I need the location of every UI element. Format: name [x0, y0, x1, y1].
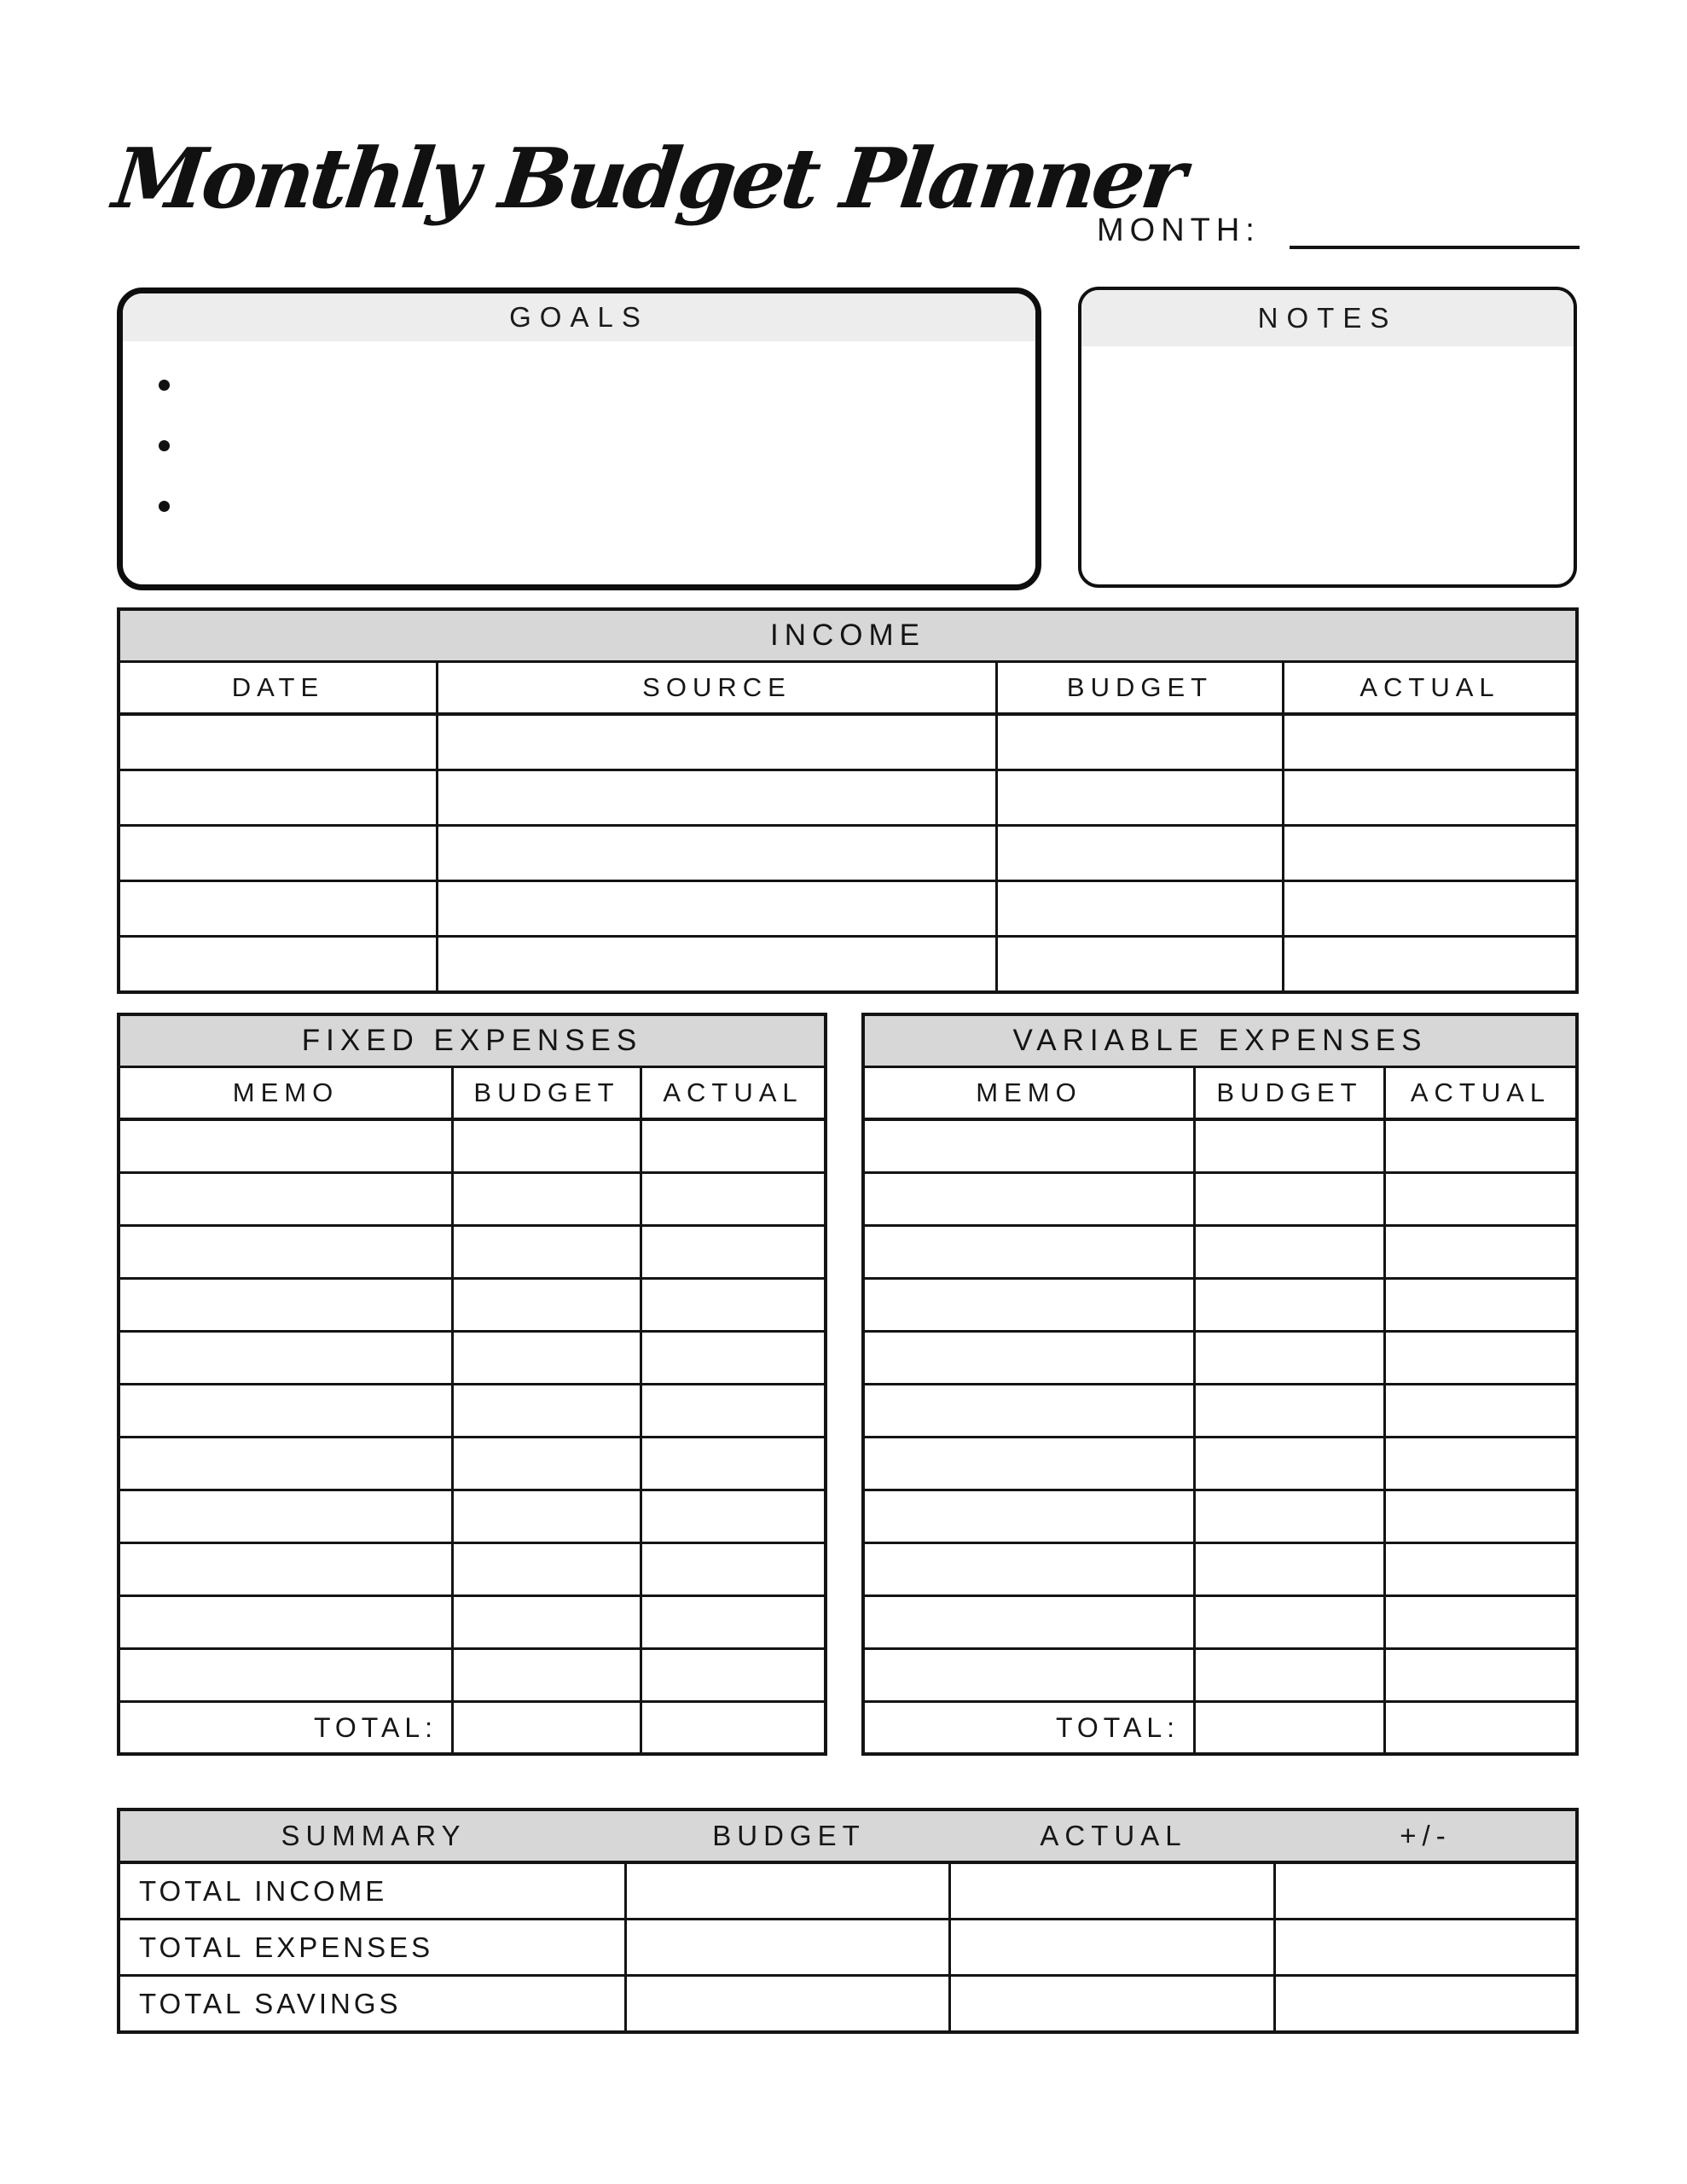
empty-fill-cell[interactable]	[865, 1280, 1196, 1330]
fixed-col-actual: ACTUAL	[663, 1077, 803, 1107]
page-title: Monthly Budget Planner	[108, 130, 1188, 227]
income-table	[117, 607, 1579, 994]
summary-expenses-plusminus-cell[interactable]	[1276, 1920, 1575, 1974]
variable-expenses-rows	[865, 1121, 1575, 1703]
empty-fill-cell[interactable]	[1284, 938, 1575, 990]
empty-fill-cell[interactable]	[1386, 1121, 1575, 1171]
empty-fill-cell[interactable]	[120, 1491, 454, 1542]
goal-write-area[interactable]	[170, 379, 1010, 391]
table-row	[865, 1650, 1575, 1703]
empty-fill-cell[interactable]	[865, 1121, 1196, 1171]
empty-fill-cell[interactable]	[120, 1597, 454, 1647]
bullet-icon	[159, 501, 170, 512]
summary-col-plusminus: +/-	[1400, 1820, 1452, 1851]
empty-fill-cell[interactable]	[1196, 1280, 1386, 1330]
table-row	[865, 1438, 1575, 1491]
empty-fill-cell[interactable]	[1386, 1650, 1575, 1700]
fixed-total-budget-cell[interactable]	[454, 1703, 642, 1752]
month-label: MONTH:	[1097, 212, 1261, 248]
summary-expenses-actual-cell[interactable]	[951, 1920, 1276, 1974]
table-row	[120, 882, 1575, 938]
empty-fill-cell[interactable]	[1386, 1385, 1575, 1436]
variable-total-budget-cell[interactable]	[1196, 1703, 1386, 1752]
empty-fill-cell[interactable]	[120, 1438, 454, 1489]
summary-income-actual-cell[interactable]	[951, 1864, 1276, 1918]
empty-fill-cell[interactable]	[1386, 1491, 1575, 1542]
fixed-total-actual-cell[interactable]	[642, 1703, 824, 1752]
empty-fill-cell[interactable]	[865, 1174, 1196, 1224]
empty-fill-cell[interactable]	[1284, 716, 1575, 769]
summary-savings-actual-cell[interactable]	[951, 1977, 1276, 2030]
empty-fill-cell[interactable]	[438, 771, 998, 824]
summary-income-budget-cell[interactable]	[627, 1864, 951, 1918]
empty-fill-cell[interactable]	[454, 1491, 642, 1542]
fixed-col-memo: MEMO	[120, 1068, 454, 1118]
fixed-expenses-header: FIXED EXPENSES	[120, 1016, 824, 1068]
table-row	[120, 1491, 824, 1544]
empty-fill-cell[interactable]	[642, 1333, 824, 1383]
empty-fill-cell[interactable]	[998, 771, 1284, 824]
table-row	[865, 1121, 1575, 1174]
table-row	[120, 1227, 824, 1280]
empty-fill-cell[interactable]	[454, 1385, 642, 1436]
summary-col-actual: ACTUAL	[1040, 1820, 1187, 1851]
empty-fill-cell[interactable]	[120, 1650, 454, 1700]
empty-fill-cell[interactable]	[865, 1438, 1196, 1489]
fixed-expenses-total-row	[120, 1703, 824, 1752]
table-row	[120, 716, 1575, 771]
goal-write-area[interactable]	[170, 439, 1010, 451]
empty-fill-cell[interactable]	[1386, 1438, 1575, 1489]
empty-fill-cell[interactable]	[642, 1544, 824, 1594]
notes-write-area[interactable]	[1081, 346, 1574, 581]
empty-fill-cell[interactable]	[120, 1227, 454, 1277]
table-row	[120, 1174, 824, 1227]
empty-fill-cell[interactable]	[454, 1438, 642, 1489]
income-col-source: SOURCE	[438, 663, 998, 712]
bullet-icon	[159, 440, 170, 451]
goal-item[interactable]	[159, 500, 1010, 512]
goals-panel	[117, 288, 1041, 590]
summary-row-total-expenses	[120, 1920, 1575, 1977]
empty-fill-cell[interactable]	[1196, 1597, 1386, 1647]
summary-table	[117, 1808, 1579, 2034]
empty-fill-cell[interactable]	[865, 1385, 1196, 1436]
fixed-expenses-rows	[120, 1121, 824, 1703]
goals-header: GOALS	[123, 293, 1035, 341]
empty-fill-cell[interactable]	[438, 827, 998, 880]
variable-col-budget: BUDGET	[1196, 1068, 1386, 1118]
summary-col-summary: SUMMARY	[281, 1820, 467, 1851]
empty-fill-cell[interactable]	[1386, 1227, 1575, 1277]
empty-fill-cell[interactable]	[865, 1544, 1196, 1594]
empty-fill-cell[interactable]	[454, 1121, 642, 1171]
empty-fill-cell[interactable]	[865, 1650, 1196, 1700]
empty-fill-cell[interactable]	[120, 1280, 454, 1330]
empty-fill-cell[interactable]	[642, 1385, 824, 1436]
empty-fill-cell[interactable]	[438, 938, 998, 990]
month-field	[1097, 210, 1580, 249]
empty-fill-cell[interactable]	[1196, 1438, 1386, 1489]
empty-fill-cell[interactable]	[454, 1333, 642, 1383]
empty-fill-cell[interactable]	[1196, 1544, 1386, 1594]
empty-fill-cell[interactable]	[865, 1597, 1196, 1647]
month-fill-line[interactable]	[1290, 210, 1580, 249]
empty-fill-cell[interactable]	[454, 1597, 642, 1647]
empty-fill-cell[interactable]	[1196, 1227, 1386, 1277]
empty-fill-cell[interactable]	[642, 1280, 824, 1330]
empty-fill-cell[interactable]	[865, 1333, 1196, 1383]
empty-fill-cell[interactable]	[120, 827, 438, 880]
notes-header: NOTES	[1081, 290, 1574, 346]
income-table-header: INCOME	[120, 611, 1575, 663]
variable-col-memo: MEMO	[865, 1068, 1196, 1118]
summary-col-budget: BUDGET	[712, 1820, 866, 1851]
empty-fill-cell[interactable]	[642, 1227, 824, 1277]
empty-fill-cell[interactable]	[1284, 771, 1575, 824]
empty-fill-cell[interactable]	[438, 716, 998, 769]
fixed-col-budget: BUDGET	[454, 1068, 642, 1118]
empty-fill-cell[interactable]	[998, 938, 1284, 990]
summary-savings-plusminus-cell[interactable]	[1276, 1977, 1575, 2030]
summary-label-total-income: TOTAL INCOME	[120, 1864, 627, 1918]
summary-savings-budget-cell[interactable]	[627, 1977, 951, 2030]
empty-fill-cell[interactable]	[642, 1174, 824, 1224]
empty-fill-cell[interactable]	[454, 1174, 642, 1224]
empty-fill-cell[interactable]	[454, 1544, 642, 1594]
notes-panel	[1078, 287, 1577, 588]
table-row	[120, 1650, 824, 1703]
fixed-expenses-table	[117, 1013, 827, 1756]
empty-fill-cell[interactable]	[1284, 827, 1575, 880]
table-row	[865, 1227, 1575, 1280]
table-row	[865, 1280, 1575, 1333]
bullet-icon	[159, 380, 170, 391]
variable-expenses-table	[861, 1013, 1579, 1756]
table-row	[120, 1280, 824, 1333]
empty-fill-cell[interactable]	[1196, 1121, 1386, 1171]
empty-fill-cell[interactable]	[454, 1227, 642, 1277]
variable-expenses-header: VARIABLE EXPENSES	[865, 1016, 1575, 1068]
variable-total-label: TOTAL:	[865, 1703, 1196, 1752]
empty-fill-cell[interactable]	[120, 1544, 454, 1594]
variable-expenses-column-header-row	[865, 1068, 1575, 1121]
empty-fill-cell[interactable]	[454, 1280, 642, 1330]
empty-fill-cell[interactable]	[998, 882, 1284, 935]
empty-fill-cell[interactable]	[120, 771, 438, 824]
table-row	[120, 1385, 824, 1438]
empty-fill-cell[interactable]	[998, 716, 1284, 769]
summary-row-total-savings	[120, 1977, 1575, 2030]
empty-fill-cell[interactable]	[865, 1491, 1196, 1542]
empty-fill-cell[interactable]	[120, 938, 438, 990]
summary-label-total-savings: TOTAL SAVINGS	[120, 1977, 627, 2030]
variable-total-actual-cell[interactable]	[1386, 1703, 1575, 1752]
income-col-budget: BUDGET	[998, 663, 1284, 712]
table-row	[865, 1333, 1575, 1385]
summary-header-row	[120, 1811, 1575, 1864]
table-row	[865, 1597, 1575, 1650]
table-row	[120, 1333, 824, 1385]
income-rows	[120, 716, 1575, 990]
empty-fill-cell[interactable]	[120, 716, 438, 769]
empty-fill-cell[interactable]	[642, 1597, 824, 1647]
summary-row-total-income	[120, 1864, 1575, 1920]
table-row	[120, 938, 1575, 990]
variable-expenses-total-row	[865, 1703, 1575, 1752]
goals-list	[123, 341, 1035, 512]
empty-fill-cell[interactable]	[120, 1121, 454, 1171]
income-col-actual: ACTUAL	[1359, 672, 1500, 702]
empty-fill-cell[interactable]	[1386, 1597, 1575, 1647]
table-row	[120, 1544, 824, 1597]
empty-fill-cell[interactable]	[120, 882, 438, 935]
empty-fill-cell[interactable]	[1284, 882, 1575, 935]
empty-fill-cell[interactable]	[642, 1438, 824, 1489]
empty-fill-cell[interactable]	[120, 1333, 454, 1383]
goal-write-area[interactable]	[170, 500, 1010, 512]
empty-fill-cell[interactable]	[1196, 1174, 1386, 1224]
empty-fill-cell[interactable]	[998, 827, 1284, 880]
empty-fill-cell[interactable]	[1386, 1333, 1575, 1383]
empty-fill-cell[interactable]	[642, 1650, 824, 1700]
empty-fill-cell[interactable]	[642, 1121, 824, 1171]
empty-fill-cell[interactable]	[1196, 1333, 1386, 1383]
empty-fill-cell[interactable]	[1386, 1174, 1575, 1224]
empty-fill-cell[interactable]	[1196, 1650, 1386, 1700]
summary-expenses-budget-cell[interactable]	[627, 1920, 951, 1974]
empty-fill-cell[interactable]	[438, 882, 998, 935]
table-row	[865, 1174, 1575, 1227]
empty-fill-cell[interactable]	[454, 1650, 642, 1700]
summary-label-total-expenses: TOTAL EXPENSES	[120, 1920, 627, 1974]
empty-fill-cell[interactable]	[1196, 1491, 1386, 1542]
table-row	[120, 771, 1575, 827]
table-row	[120, 1438, 824, 1491]
empty-fill-cell[interactable]	[120, 1174, 454, 1224]
table-row	[865, 1491, 1575, 1544]
empty-fill-cell[interactable]	[1386, 1280, 1575, 1330]
table-row	[865, 1385, 1575, 1438]
goal-item[interactable]	[159, 439, 1010, 451]
income-column-header-row	[120, 663, 1575, 716]
empty-fill-cell[interactable]	[642, 1491, 824, 1542]
table-row	[865, 1544, 1575, 1597]
income-col-date: DATE	[120, 663, 438, 712]
summary-income-plusminus-cell[interactable]	[1276, 1864, 1575, 1918]
empty-fill-cell[interactable]	[120, 1385, 454, 1436]
empty-fill-cell[interactable]	[865, 1227, 1196, 1277]
summary-rows	[120, 1864, 1575, 2030]
empty-fill-cell[interactable]	[1196, 1385, 1386, 1436]
table-row	[120, 1121, 824, 1174]
fixed-total-label: TOTAL:	[120, 1703, 454, 1752]
table-row	[120, 827, 1575, 882]
variable-col-actual: ACTUAL	[1410, 1077, 1551, 1107]
table-row	[120, 1597, 824, 1650]
fixed-expenses-column-header-row	[120, 1068, 824, 1121]
goal-item[interactable]	[159, 379, 1010, 391]
empty-fill-cell[interactable]	[1386, 1544, 1575, 1594]
